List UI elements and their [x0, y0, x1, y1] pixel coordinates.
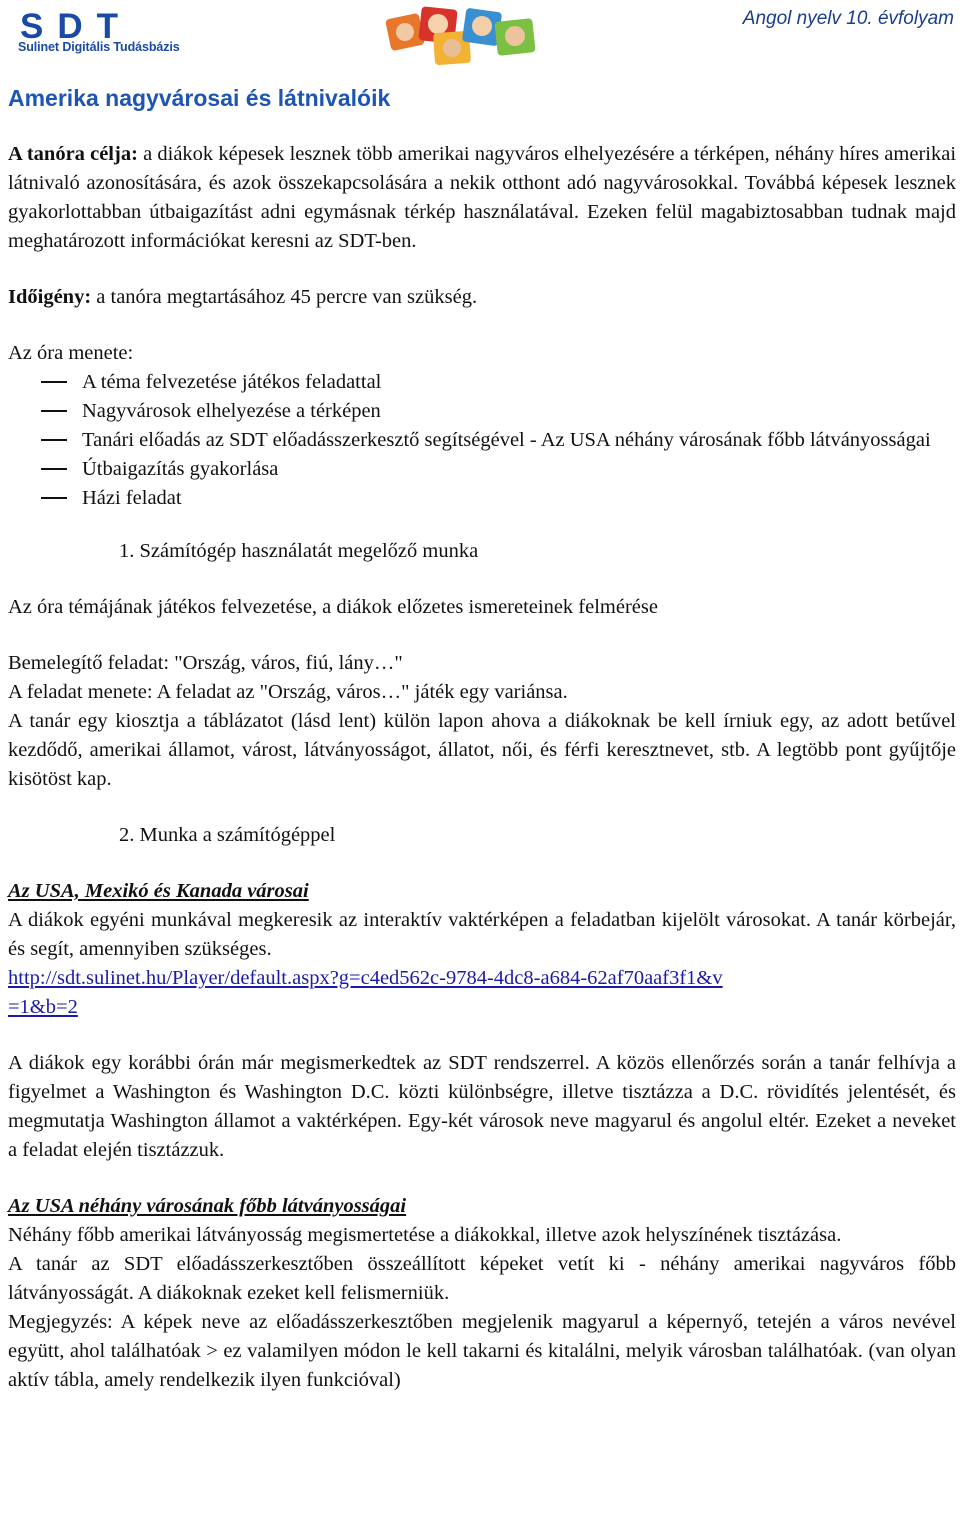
logo-text: SDT	[20, 7, 132, 46]
cities-paragraph: A diákok egyéni munkával megkeresik az interaktív vaktérképen a feladatban kijelölt városokat. A tanár körbejár, és segít, amennyiben szükséges.	[8, 909, 956, 960]
check-paragraph: A diákok egy korábbi órán már megismerkedtek az SDT rendszerrel. A közös ellenőrzés során a tanár felhívja a figyelmet a Washington és Washington D.C. közti különbségre, illetve tisztázza a D.C. rövidítés jelentését, és megmutatja Washington államot a vaktérképen. Egy-két városok neve magyarul és angolul eltér. Ezeket a neveket a feladat elején tisztázzuk.	[8, 1052, 956, 1161]
goal-text: a diákok képesek lesznek több amerikai nagyváros elhelyezésére a térképen, néhány híres amerikai látnivaló azonosítására, és azok összekapcsolására a nekik otthont adó nagyvárosokkal. Továbbá képesek lesznek gyakorlottabban útbaigazítást adni egymásnak térkép használatával. Ezeken felül magabiztosabban tudnak majd meghatározott információkat keresni az SDT-ben.	[8, 143, 957, 252]
lesson-goal	[8, 140, 956, 256]
logo-subtitle: Sulinet Digitális Tudásbázis	[18, 40, 180, 54]
time-label: Időigény:	[8, 286, 92, 308]
section2-heading: 2. Munka a számítógéppel	[119, 824, 336, 846]
task-description: A tanár egy kiosztja a táblázatot (lásd lent) külön lapon ahova a diákoknak be kell írniuk egy, az adott betűvel kezdődő, amerikai államot, várost, látványosságot, állatot, női, és férfi keresztnevet, stb. A legtöbb pont gyűjtője kisötöst kap.	[8, 710, 956, 790]
sdt-player-link[interactable]: http://sdt.sulinet.hu/Player/default.aspx?g=c4ed562c-9784-4dc8-a684-62af70aaf3f1&v=1&b=2	[8, 967, 723, 1018]
course-step: Útbaigazítás gyakorlása	[8, 455, 956, 484]
sights-paragraph-1: Néhány főbb amerikai látványosság megismertetése a diákokkal, illetve azok helyszínének tisztázása.	[8, 1224, 842, 1246]
document-body	[8, 140, 956, 1395]
page-header	[0, 0, 960, 70]
warmup-task: Bemelegítő feladat: "Ország, város, fiú, lány…"	[8, 652, 403, 674]
task-method: A feladat menete: A feladat az "Ország, város…" játék egy variánsa.	[8, 681, 568, 703]
course-step: A téma felvezetése játékos feladattal	[8, 368, 956, 397]
course-step: Nagyvárosok elhelyezése a térképen	[8, 397, 956, 426]
course-steps-list	[8, 368, 956, 513]
goal-label: A tanóra célja:	[8, 143, 138, 165]
course-label: Az óra menete:	[8, 342, 134, 364]
section1-heading: 1. Számítógép használatát megelőző munka	[119, 540, 479, 562]
note-paragraph: Megjegyzés: A képek neve az előadásszerkesztőben megjelenik magyarul a képernyő, tetején a város nevével együtt, ahol találhatóak > ez valamilyen módon le kell takarni és kitalálni, melyik városban találhatóak. (van olyan aktív tábla, amely rendelkezik ilyen funkcióval)	[8, 1311, 956, 1391]
time-text: a tanóra megtartásához 45 percre van szükség.	[91, 286, 478, 308]
students-photos-image	[384, 2, 544, 68]
subsection-title-cities: Az USA, Mexikó és Kanada városai	[8, 880, 309, 902]
subject-grade: Angol nyelv 10. évfolyam	[742, 8, 954, 29]
course-step: Tanári előadás az SDT előadásszerkesztő segítségével - Az USA néhány városának főbb látványosságai	[8, 426, 956, 455]
subsection-title-sights: Az USA néhány városának főbb látványosságai	[8, 1195, 407, 1217]
course-step: Házi feladat	[8, 484, 956, 513]
section1-intro: Az óra témájának játékos felvezetése, a diákok előzetes ismereteinek felmérése	[8, 596, 658, 618]
sights-paragraph-2: A tanár az SDT előadásszerkesztőben összeállított képeket vetít ki - néhány amerikai nagyváros főbb látványosságát. A diákoknak ezeket kell felismerniük.	[8, 1253, 956, 1304]
sdt-link-paragraph	[8, 964, 728, 1022]
page-title: Amerika nagyvárosai és látnivalóik	[8, 85, 391, 111]
time-requirement	[8, 283, 956, 312]
